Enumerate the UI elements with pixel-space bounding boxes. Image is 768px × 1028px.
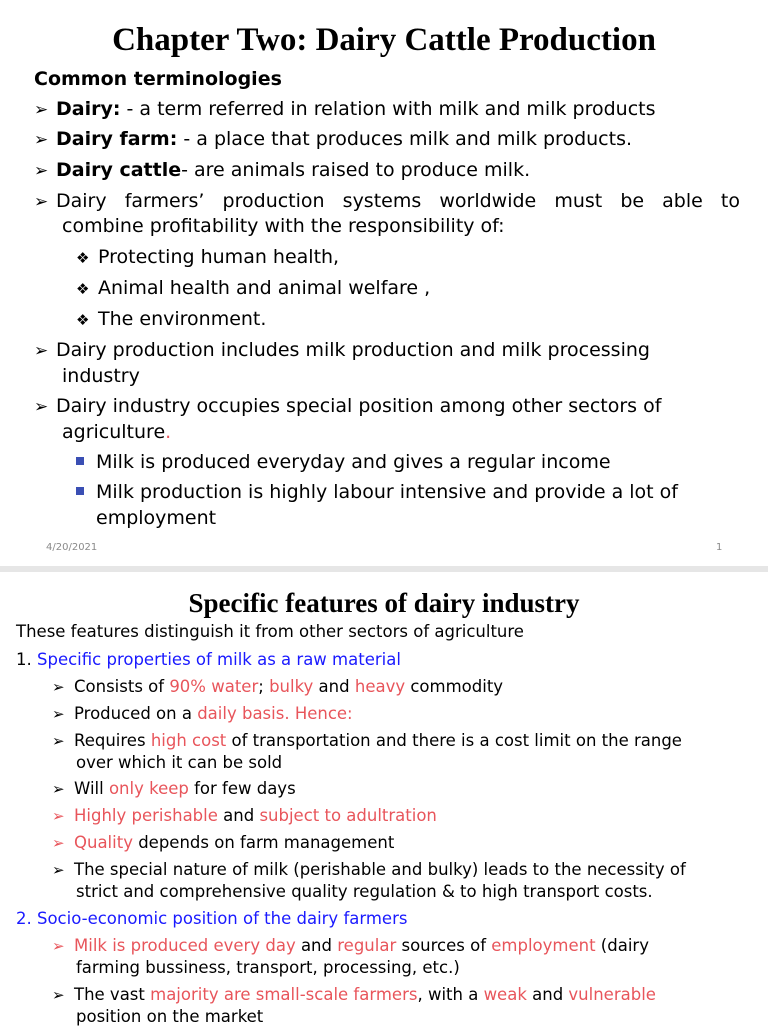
text: commodity <box>405 677 504 696</box>
farmers-line-1: Dairy farmers’ production systems worldwide must be able to <box>56 190 740 212</box>
bullet-perishable <box>52 805 437 827</box>
highlight: high cost <box>150 731 227 750</box>
diamond-bullet-icon: ❖ <box>76 280 90 298</box>
arrow-bullet-icon: ➢ <box>52 678 65 696</box>
subtitle-common-terminologies: Common terminologies <box>34 68 282 90</box>
def-dairy: - a term referred in relation with milk and milk products <box>120 98 656 120</box>
bullet-every-day-line-2: farming bussiness, transport, processing, etc.) <box>76 958 460 977</box>
highlight: 90% water <box>169 677 259 696</box>
sub-bullet-text: Protecting human health, <box>98 246 340 268</box>
highlight: majority are small-scale farmers <box>150 985 418 1004</box>
square-bullet-regular-income <box>76 449 611 475</box>
slide-1-title: Chapter Two: Dairy Cattle Production <box>112 22 656 58</box>
term-dairy: Dairy: <box>56 98 121 120</box>
arrow-bullet-icon: ➢ <box>52 861 65 879</box>
arrow-bullet-icon: ➢ <box>52 986 65 1004</box>
highlight: only keep <box>108 779 189 798</box>
square-bullet-labour <box>76 479 678 505</box>
intro-text: These features distinguish it from other sectors of agriculture <box>16 622 524 641</box>
text: , with a <box>417 985 484 1004</box>
square-bullet-labour-line-2: employment <box>96 507 217 529</box>
sub-bullet-human-health <box>76 244 339 271</box>
arrow-bullet-icon: ➢ <box>34 341 49 361</box>
bullet-special-nature <box>52 859 686 881</box>
diamond-bullet-icon: ❖ <box>76 311 90 329</box>
arrow-bullet-icon: ➢ <box>52 732 65 750</box>
highlight: Highly perishable <box>74 806 218 825</box>
bullet-dairy-industry <box>34 393 661 420</box>
bullet-dairy-farm <box>34 126 632 153</box>
highlight: heavy <box>354 677 406 696</box>
industry-line-1: Dairy industry occupies special position among other sectors of <box>56 395 662 417</box>
bullet-small-scale <box>52 984 656 1006</box>
square-bullet-icon <box>76 487 84 495</box>
text: Produced on a <box>74 704 198 723</box>
text: Consists of <box>74 677 170 696</box>
text: Requires <box>74 731 151 750</box>
square-bullet-text: Milk is produced everyday and gives a regular income <box>96 451 611 473</box>
text: and <box>313 677 355 696</box>
arrow-bullet-icon: ➢ <box>52 807 65 825</box>
slide-number: 1 <box>716 542 723 553</box>
highlight: subject to adultration <box>259 806 437 825</box>
slide-date: 4/20/2021 <box>46 542 98 553</box>
text: sources of <box>396 936 492 955</box>
arrow-bullet-icon: ➢ <box>34 397 49 417</box>
slide-2 <box>0 572 768 1024</box>
text: depends on farm management <box>132 833 395 852</box>
sub-bullet-text: The environment. <box>98 308 267 330</box>
text: Will <box>74 779 109 798</box>
text: for few days <box>188 779 296 798</box>
term-dairy-cattle: Dairy cattle <box>56 159 182 181</box>
bullet-dairy-cattle <box>34 157 530 184</box>
bullet-water-content <box>52 676 503 698</box>
highlight: Milk is produced every day <box>74 936 296 955</box>
text: and <box>295 936 338 955</box>
arrow-bullet-icon: ➢ <box>34 130 49 150</box>
highlight: vulnerable <box>568 985 656 1004</box>
highlight: weak <box>483 985 527 1004</box>
highlight: daily basis. Hence: <box>197 704 353 723</box>
arrow-bullet-icon: ➢ <box>34 100 49 120</box>
def-dairy-cattle: - are animals raised to produce milk. <box>181 159 531 181</box>
bullet-dairy-farmers <box>34 188 746 215</box>
bullet-transport-cost-line-2: over which it can be sold <box>76 753 283 772</box>
text: and <box>217 806 260 825</box>
bullet-every-day <box>52 935 649 957</box>
industry-line-2-period: . <box>165 421 172 443</box>
bullet-special-nature-line-2: strict and comprehensive quality regulation & to high transport costs. <box>76 882 653 901</box>
square-bullet-icon <box>76 457 84 465</box>
sub-bullet-environment <box>76 306 266 333</box>
arrow-bullet-icon: ➢ <box>34 161 49 181</box>
heading-1-number: 1. <box>16 650 37 669</box>
highlight: Quality <box>74 833 133 852</box>
bullet-daily-basis <box>52 703 353 725</box>
bullet-transport-cost <box>52 730 682 752</box>
bullet-quality <box>52 832 394 854</box>
sub-bullet-text: Animal health and animal welfare , <box>98 277 431 299</box>
production-line-1: Dairy production includes milk production and milk processing <box>56 339 650 361</box>
industry-line-2-text: agriculture <box>62 421 166 443</box>
arrow-bullet-icon: ➢ <box>52 834 65 852</box>
bullet-dairy-production <box>34 337 650 364</box>
bullet-dairy <box>34 96 656 123</box>
arrow-bullet-icon: ➢ <box>52 780 65 798</box>
square-bullet-text: Milk production is highly labour intensive and provide a lot of <box>96 481 678 503</box>
highlight: bulky <box>269 677 314 696</box>
production-line-2: industry <box>62 365 140 387</box>
slide-2-title: Specific features of dairy industry <box>188 588 580 618</box>
text: (dairy <box>595 936 649 955</box>
industry-line-2 <box>62 419 171 445</box>
bullet-small-scale-line-2: position on the market <box>76 1007 264 1026</box>
def-dairy-farm: - a place that produces milk and milk products. <box>177 128 633 150</box>
text: of transportation and there is a cost limit on the range <box>226 731 682 750</box>
arrow-bullet-icon: ➢ <box>34 192 49 212</box>
text: The special nature of milk (perishable and bulky) leads to the necessity of <box>74 860 686 879</box>
arrow-bullet-icon: ➢ <box>52 705 65 723</box>
heading-1 <box>16 649 401 671</box>
arrow-bullet-icon: ➢ <box>52 937 65 955</box>
diamond-bullet-icon: ❖ <box>76 249 90 267</box>
text: and <box>526 985 569 1004</box>
highlight: regular <box>337 936 397 955</box>
heading-1-text: Specific properties of milk as a raw material <box>37 650 401 669</box>
bullet-keep-days <box>52 778 296 800</box>
highlight: employment <box>491 936 596 955</box>
sub-bullet-animal-health <box>76 275 430 302</box>
term-dairy-farm: Dairy farm: <box>56 128 178 150</box>
heading-2: 2. Socio-economic position of the dairy farmers <box>16 909 408 928</box>
text: ; <box>258 677 270 696</box>
text: The vast <box>74 985 151 1004</box>
farmers-line-2: combine profitability with the responsibility of: <box>62 215 505 237</box>
